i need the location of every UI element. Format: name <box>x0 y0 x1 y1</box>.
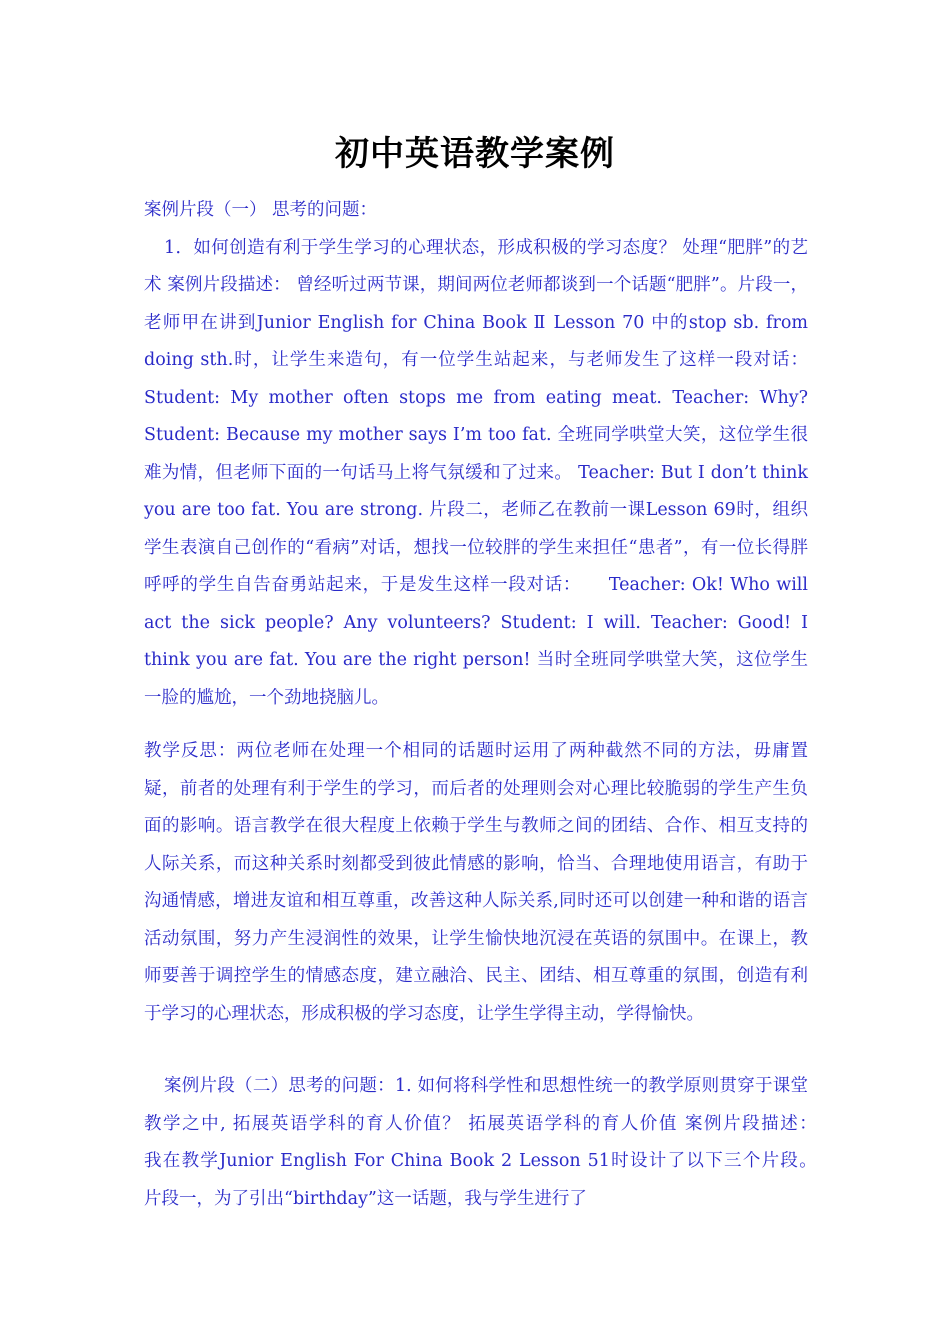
teaching-reflection: 教学反思：两位老师在处理一个相同的话题时运用了两种截然不同的方法，毋庸置疑，前者的处理有利于学生的学习，而后者的处理则会对心理比较脆弱的学生产生负面的影响。语言教学在很大程度上依赖于学生与教师之间的团结、合作、相互支持的人际关系，而这种关系时刻都受到彼此情感的影响，恰当、合理地使用语言，有助于沟通情感，增进友谊和相互尊重，改善这种人际关系,同时还可以创建一种和谐的语言活动氛围，努力产生浸润性的效果，让学生愉快地沉浸在英语的氛围中。在课上，教师要善于调控学生的情感态度，建立融洽、民主、团结、相互尊重的氛围，创造有利于学习的心理状态，形成积极的学习态度，让学生学得主动，学得愉快。 <box>144 741 808 1024</box>
case-section-2: 案例片段（二）思考的问题：1. 如何将科学性和思想性统一的教学原则贯穿于课堂教学之中, 拓展英语学科的育人价值？ 拓展英语学科的育人价值 案例片段描述： 我在教学Junior English For China Book 2 Lesson 51时设计了以下三个片段。 片段一，为了引出“birthday”这一话题，我与学生进行了 <box>144 1076 896 1209</box>
case-section-1 <box>144 192 808 717</box>
case-section-1-body: 1．如何创造有利于学生学习的心理状态，形成积极的学习态度？ 处理“肥胖”的艺术 案例片段描述： 曾经听过两节课，期间两位老师都谈到一个话题“肥胖”。片段一，老师甲在讲到Junior English for China Book Ⅱ Lesson 70 中的stop sb. from doing sth.时，让学生来造句，有一位学生站起来，与老师发生了这样一段对话： Student: My mother often stops me from eating meat. Teacher: Why? Student: Because my mother says I’m too fat. 全班同学哄堂大笑，这位学生很难为情，但老师下面的一句话马上将气氛缓和了过来。 Teacher: But I don’t think you are too fat. You are strong. 片段二，老师乙在教前一课Lesson 69时，组织学生表演自己创作的“看病”对话，想找一位较胖的学生来担任“患者”，有一位长得胖呼呼的学生自告奋勇站起来，于是发生这样一段对话： Teacher: Ok! Who will act the sick people? Any volunteers? Student: I will. Teacher: Good! I think you are fat. You are the right person! 当时全班同学哄堂大笑，这位学生一脸的尴尬，一个劲地挠脑儿。 <box>144 237 808 708</box>
case-section-1-heading: 案例片段（一） 思考的问题： <box>144 200 378 220</box>
document-title: 初中英语教学案例 <box>335 134 615 174</box>
